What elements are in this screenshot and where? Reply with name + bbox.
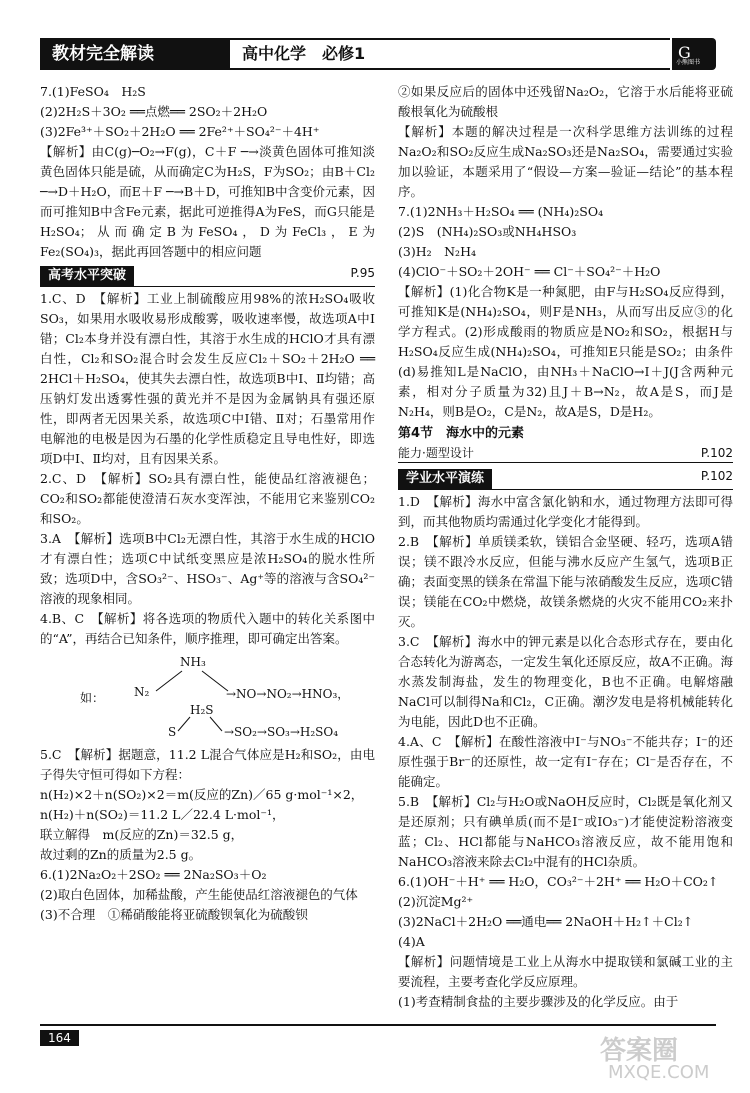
answer-item: 3.A 【解析】选项B中Cl₂无漂白性，其溶于水生成的HClO才有漂白性；选项C中试纸变黑应是浓H₂SO₄的脱水性所致；选项D中，含SO₃²⁻、HSO₃⁻、Ag⁺等的溶液与含SO₄²⁻溶液的现象相同。 xyxy=(40,531,375,606)
scheme-nh3: NH₃ xyxy=(180,655,206,669)
answer-analysis: 【解析】由C(g)─O₂→F(g)，C＋F ─→淡黄色固体可推知淡黄色固体只能是硫，从而确定C为H₂S，F为SO₂；由B＋Cl₂ ─→D＋H₂O，而E＋F ─→B＋D，可推知B中含变价元素，因而可推知B中含Fe元素，据此可逆推得A为FeS，而G只能是H₂SO₄；从而确定B为FeSO₄，D为FeCl₃，E为Fe₂(SO₄)₃，据此再回答题中的相应问题 xyxy=(40,144,375,259)
answer-analysis: 【解析】本题的解决过程是一次科学思维方法训练的过程 Na₂O₂和SO₂反应生成Na₂SO₃还是Na₂SO₄，需要通过实验加以验证，本题采用了“假设—方案—验证—结论”的基本程序。 xyxy=(398,124,746,199)
answer-line: 6.(1)2Na₂O₂＋2SO₂ ══ 2Na₂SO₃＋O₂ xyxy=(40,867,267,882)
answer-item: 1.C、D 【解析】工业上制硫酸应用98%的浓H₂SO₄吸收SO₃，如果用水吸收易形成酸雾，吸收速率慢，故选项A中Ⅰ错；Cl₂本身并没有漂白性，其溶于水生成的HClO才具有漂白性，Cl₂和SO₂混合时会发生反应Cl₂＋SO₂＋2H₂O ══ 2HCl＋H₂SO₄，使其失去漂白性，故选项B中Ⅰ、Ⅱ均错；高压钠灯发出透雾性强的黄光并不是因为金属钠具有强还原性，即两者无因果关系，故选项C中Ⅰ错、Ⅱ对；石墨常用作电解池的电极是因为石墨的化学性质稳定且导电性好，即选项D中Ⅰ、Ⅱ均对，且有因果关系。 xyxy=(40,291,375,466)
answer-line: 7.(1)FeSO₄ H₂S xyxy=(40,84,146,99)
section-header-xueye xyxy=(398,467,733,490)
section-label: 高考水平突破 xyxy=(40,266,134,286)
answer-line: (1)考查精制食盐的主要步骤涉及的化学反应。由于 xyxy=(398,994,679,1009)
answer-item: 5.B 【解析】Cl₂与H₂O或NaOH反应时，Cl₂既是氧化剂又是还原剂；只有碘单质(而不是I⁻或IO₃⁻)才能使淀粉溶液变蓝；Cl₂、HCl都能与NaHCO₃溶液反应，故不能用饱和NaHCO₃溶液来除去Cl₂中混有的HCl杂质。 xyxy=(398,794,733,869)
scheme-n2: N₂ xyxy=(134,685,150,699)
section-header-gaokao xyxy=(40,264,375,287)
logo-subtext: 小熊图书 xyxy=(676,59,701,66)
answer-line: (3)2Fe³⁺＋SO₂＋2H₂O ══ 2Fe²⁺＋SO₄²⁻＋4H⁺ xyxy=(40,124,320,139)
answer-line: (2)S (NH₄)₂SO₃或NH₄HSO₃ xyxy=(398,224,577,239)
answer-line: (4)ClO⁻＋SO₂＋2OH⁻ ══ Cl⁻＋SO₄²⁻＋H₂O xyxy=(398,264,661,279)
section-label: 学业水平演练 xyxy=(398,469,492,489)
scheme-arrows-icon xyxy=(148,667,238,693)
section-page-ref: P.102 xyxy=(700,469,733,483)
page-number: 164 xyxy=(40,1030,79,1046)
answer-item: 4.A、C 【解析】在酸性溶液中I⁻与NO₃⁻不能共存；I⁻的还原性强于Br⁻的还原性，故一定有I⁻存在；Cl⁻是否存在，不能确定。 xyxy=(398,734,733,789)
right-column xyxy=(398,82,746,1012)
answer-line: (3)H₂ N₂H₄ xyxy=(398,244,476,259)
subject-title: 高中化学 必修1 xyxy=(230,38,670,70)
subheader-page-ref: P.102 xyxy=(700,446,733,460)
scheme-s: S xyxy=(168,725,177,739)
left-column xyxy=(40,82,375,925)
equation-line: n(H₂)＋n(SO₂)＝11.2 L／22.4 L·mol⁻¹， xyxy=(40,807,285,822)
publisher-logo-icon xyxy=(672,38,716,70)
answer-line: 故过剩的Zn的质量为2.5 g。 xyxy=(40,847,202,862)
answer-item: 5.C 【解析】据题意，11.2 L混合气体应是H₂和SO₂，由电子得失守恒可得如下方程： xyxy=(40,747,375,782)
ability-subheader xyxy=(398,444,733,463)
scheme-h2s: H₂S xyxy=(190,703,214,717)
answer-line: 联立解得 m(反应的Zn)＝32.5 g， xyxy=(40,827,244,842)
answer-item: 2.B 【解析】单质镁柔软，镁铝合金坚硬、轻巧，选项A错误；镁不跟冷水反应，但能与沸水反应产生氢气，选项B正确；表面变黑的镁条在常温下能与浓硝酸发生反应，选项C错误；镁能在CO₂中燃烧，故镁条燃烧的火灾不能用CO₂来扑灭。 xyxy=(398,534,733,629)
answer-item: 1.D 【解析】海水中富含氯化钠和水，通过物理方法即可得到，而其他物质均需通过化学变化才能得到。 xyxy=(398,494,733,529)
answer-item: 3.C 【解析】海水中的钾元素是以化合态形式存在，要由化合态转化为游离态，一定发生氧化还原反应，故A不正确。海水蒸发制海盐，发生的物理变化，B也不正确。电解熔融NaCl可以制得Na和Cl₂，C正确。潮汐发电是将机械能转化为电能，因此D也不正确。 xyxy=(398,634,733,729)
watermark: 答案圈 xyxy=(600,1036,679,1066)
answer-line: (4)A xyxy=(398,934,425,949)
answer-line: (2)2H₂S＋3O₂ ══点燃══ 2SO₂＋2H₂O xyxy=(40,104,268,119)
answer-line: (3)不合理 ①稀硝酸能将亚硫酸钡氧化为硫酸钡 xyxy=(40,907,308,922)
answer-line: ②如果反应后的固体中还残留Na₂O₂，它溶于水后能将亚硫酸根氧化为硫酸根 xyxy=(398,84,733,119)
page-header xyxy=(40,38,716,70)
answer-line: (3)2NaCl＋2H₂O ══通电══ 2NaOH＋H₂↑＋Cl₂↑ xyxy=(398,914,694,929)
subheader-label: 能力·题型设计 xyxy=(398,446,474,460)
answer-line: 7.(1)2NH₃＋H₂SO₄ ══ (NH₄)₂SO₄ xyxy=(398,204,604,219)
answer-item: 4.B、C 【解析】将各选项的物质代入题中的转化关系图中的“A”，再结合已知条件，顺序推理，即可确定出答案。 xyxy=(40,611,375,646)
scheme-prefix: 如： xyxy=(80,691,105,705)
answer-line: (2)取白色固体，加稀盐酸，产生能使品红溶液褪色的气体 xyxy=(40,887,358,902)
answer-item: 2.C、D 【解析】SO₂具有漂白性，能使品红溶液褪色；CO₂和SO₂都能使澄清石灰水变浑浊，不能用它来鉴别CO₂和SO₂。 xyxy=(40,471,375,526)
section-title: 第4节 海水中的元素 xyxy=(398,426,525,441)
answer-line: (2)沉淀Mg²⁺ xyxy=(398,894,474,909)
scheme-chain-n: →NO→NO₂→HNO₃， xyxy=(226,687,350,701)
book-title: 教材完全解读 xyxy=(40,38,230,70)
watermark-url: MXQE.COM xyxy=(608,1062,710,1083)
equation-line: n(H₂)×2＋n(SO₂)×2＝m(反应的Zn)／65 g·mol⁻¹×2， xyxy=(40,787,364,802)
section-page-ref: P.95 xyxy=(350,266,375,280)
answer-line: 6.(1)OH⁻＋H⁺ ══ H₂O，CO₃²⁻＋2H⁺ ══ H₂O＋CO₂↑ xyxy=(398,874,719,889)
answer-analysis: 【解析】(1)化合物K是一种氮肥，由F与H₂SO₄反应得到，可推知K是(NH₄)₂SO₄，则F是NH₃，从而写出反应③的化学方程式。(2)形成酸雨的物质应是NO₂和SO₂，根据H与H₂SO₄反应生成(NH₄)₂SO₄，可推知E只能是SO₂；由条件(d)易推知L是NaClO，由NH₃＋NaClO→I＋J(J含两种元素，相对分子质量为32)且J＋B→N₂，故A是S，而J是N₂H₄，则B是O₂，C是N₂，故A是S，D是H₂。 xyxy=(398,284,733,419)
conversion-scheme xyxy=(40,651,375,743)
answer-analysis: 【解析】问题情境是工业上从海水中提取镁和氯碱工业的主要流程，主要考查化学反应原理。 xyxy=(398,954,733,989)
scheme-chain-s: →SO₂→SO₃→H₂SO₄ xyxy=(224,725,339,739)
logo-letter: G xyxy=(678,43,691,62)
